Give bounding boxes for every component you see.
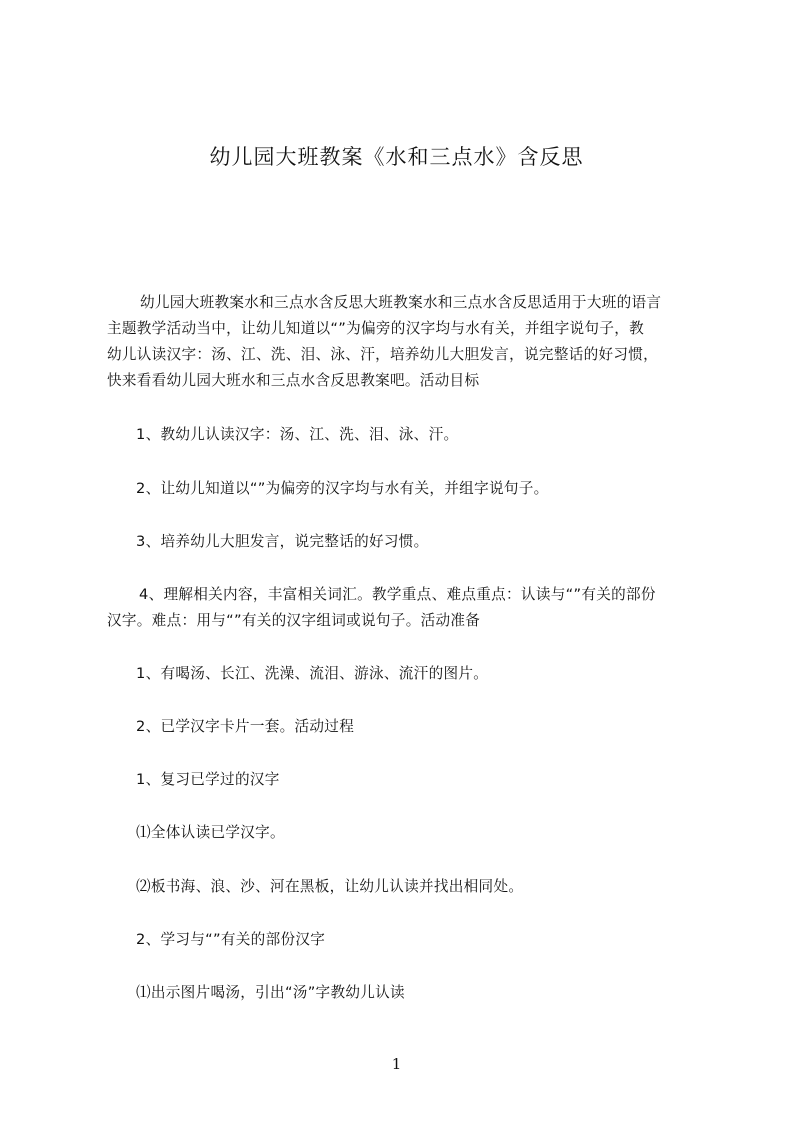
preparation-item: 1、有喝汤、长江、洗澡、流泪、游泳、流汗的图片。 — [136, 665, 489, 682]
intro-line: 主题教学活动当中，让幼儿知道以“”为偏旁的汉字均与水有关，并组字说句子，教 — [107, 320, 645, 337]
objective-item-4 — [107, 582, 713, 634]
paragraph-line: 4、理解相关内容，丰富相关词汇。教学重点、难点重点：认读与“”有关的部份 — [139, 586, 656, 603]
preparation-item: 2、已学汉字卡片一套。活动过程 — [136, 718, 355, 735]
page-number: 1 — [391, 1055, 402, 1073]
intro-line: 幼儿认读汉字：汤、江、洗、泪、泳、汗，培养幼儿大胆发言，说完整话的好习惯， — [107, 346, 659, 363]
process-substep: ⑵板书海、浪、沙、河在黑板，让幼儿认读并找出相同处。 — [136, 878, 524, 895]
process-step: 2、学习与“”有关的部份汉字 — [136, 931, 326, 948]
objective-item: 3、培养幼儿大胆发言，说完整话的好习惯。 — [136, 533, 429, 550]
process-step: 1、复习已学过的汉字 — [136, 771, 280, 788]
page-title: 幼儿园大班教案《水和三点水》含反思 — [209, 145, 584, 169]
process-substep: ⑴出示图片喝汤，引出“汤”字教幼儿认读 — [136, 984, 405, 1001]
intro-line: 幼儿园大班教案水和三点水含反思大班教案水和三点水含反思适用于大班的语言 — [140, 294, 662, 311]
paragraph-line: 汉字。难点：用与“”有关的汉字组词或说句子。活动准备 — [107, 612, 481, 629]
objective-item: 2、让幼儿知道以“”为偏旁的汉字均与水有关，并组字说句子。 — [136, 480, 549, 497]
intro-line: 快来看看幼儿园大班水和三点水含反思教案吧。活动目标 — [107, 372, 480, 389]
objective-item: 1、教幼儿认读汉字：汤、江、洗、泪、泳、汗。 — [136, 426, 459, 443]
process-substep: ⑴全体认读已学汉字。 — [136, 824, 285, 841]
intro-paragraph — [107, 290, 713, 394]
